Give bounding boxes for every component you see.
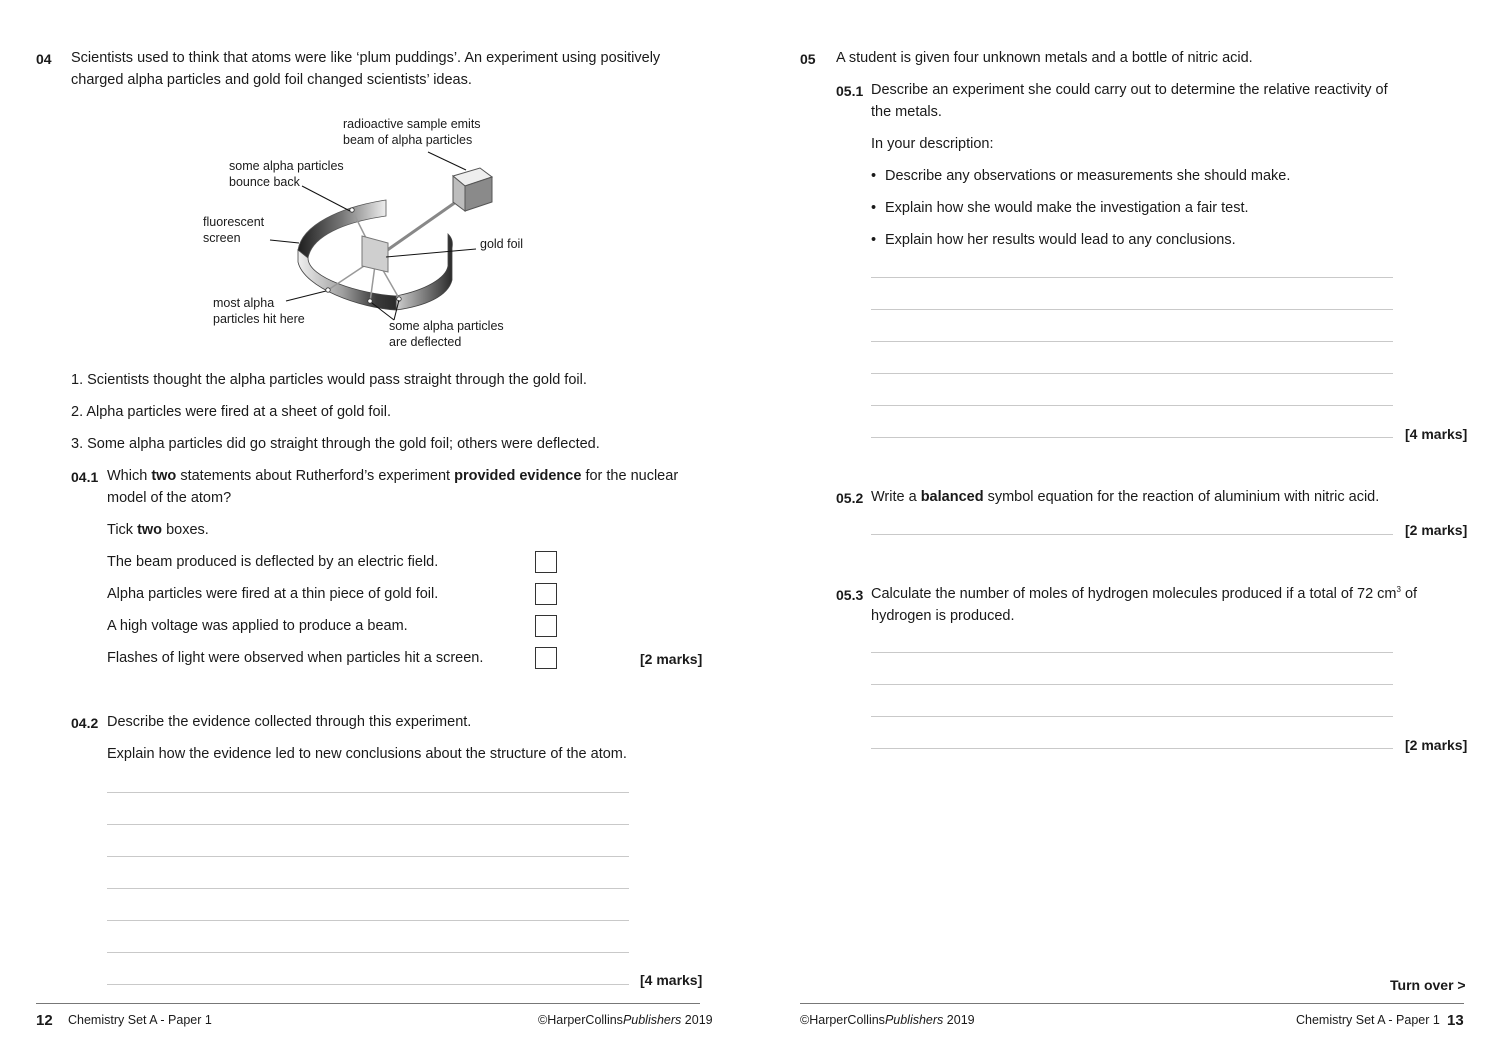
q052-line: Write a balanced symbol equation for the reaction of aluminium with nitric acid.: [871, 489, 1380, 505]
right-footer-title: Chemistry Set A - Paper 1: [1296, 1013, 1440, 1027]
question-number-05-1: 05.1: [836, 83, 864, 99]
q041-line-1: Which two statements about Rutherford’s experiment provided evidence for the nuclear: [107, 468, 679, 484]
q042-answer-line[interactable]: [107, 920, 629, 921]
q051-answer-line[interactable]: [871, 277, 1393, 278]
q042-answer-line[interactable]: [107, 792, 629, 793]
q053-answer-line[interactable]: [871, 748, 1393, 749]
diagram-label-fluorescent-screen: fluorescent screen: [203, 215, 265, 245]
q042-answer-line[interactable]: [107, 856, 629, 857]
q053-answer-line[interactable]: [871, 652, 1393, 653]
q042-answer-line[interactable]: [107, 984, 629, 985]
option-2-checkbox[interactable]: [535, 583, 557, 605]
q051-bullet-1: Describe any observations or measurements she should make.: [885, 168, 1291, 184]
q042-line-1: Describe the evidence collected through this experiment.: [107, 714, 472, 730]
option-2-label: Alpha particles were fired at a thin piece of gold foil.: [107, 586, 439, 602]
statement-3: 3. Some alpha particles did go straight through the gold foil; others were deflected.: [71, 436, 600, 452]
q053-answer-line[interactable]: [871, 684, 1393, 685]
statement-2: 2. Alpha particles were fired at a sheet of gold foil.: [71, 404, 391, 420]
q051-answer-line[interactable]: [871, 341, 1393, 342]
diagram-label-bounce-back: some alpha particles bounce back: [229, 159, 344, 189]
q051-description-heading: In your description:: [871, 136, 994, 152]
option-1-label: The beam produced is deflected by an electric field.: [107, 554, 439, 570]
q04-intro-line-1: Scientists used to think that atoms were like ‘plum puddings’. An experiment using positively: [71, 50, 661, 66]
q052-marks: [2 marks]: [1405, 522, 1468, 538]
diagram-label-most-particles: most alpha particles hit here: [213, 296, 305, 326]
leader-screen: [270, 240, 299, 243]
bullet-dot: •: [871, 168, 877, 184]
q051-answer-line[interactable]: [871, 405, 1393, 406]
impact-dot-1: [350, 208, 354, 212]
question-number-05-2: 05.2: [836, 490, 864, 506]
q053-answer-line[interactable]: [871, 716, 1393, 717]
radioactive-source-cube: [453, 168, 492, 211]
q051-answer-line[interactable]: [871, 309, 1393, 310]
screen-right-arc: [396, 234, 452, 310]
q051-answer-line[interactable]: [871, 437, 1393, 438]
q051-bullet-2: Explain how she would make the investigation a fair test.: [885, 200, 1249, 216]
diagram-label-gold-foil: gold foil: [480, 237, 524, 251]
q041-line-2: model of the atom?: [107, 490, 232, 506]
q052-answer-line[interactable]: [871, 534, 1393, 535]
impact-dot-3: [368, 299, 372, 303]
question-number-04-2: 04.2: [71, 715, 99, 731]
option-4-label: Flashes of light were observed when particles hit a screen.: [107, 650, 484, 666]
q051-bullet-3: Explain how her results would lead to any conclusions.: [885, 232, 1236, 248]
bullet-dot: •: [871, 232, 877, 248]
bullet-dot: •: [871, 200, 877, 216]
q042-answer-line[interactable]: [107, 888, 629, 889]
question-number-05-3: 05.3: [836, 587, 864, 603]
question-number-05: 05: [800, 51, 816, 67]
q053-line-1: Calculate the number of moles of hydrogen molecules produced if a total of 72 $cm^3$ of: [871, 585, 1418, 602]
q042-answer-line[interactable]: [107, 952, 629, 953]
left-footer-title: Chemistry Set A - Paper 1: [68, 1013, 212, 1027]
right-footer-rule: [800, 1003, 1464, 1004]
q053-marks: [2 marks]: [1405, 737, 1468, 753]
q042-answer-line[interactable]: [107, 824, 629, 825]
left-footer-copyright: ©HarperCollinsPublishers 2019: [538, 1013, 713, 1027]
q051-line-2: the metals.: [871, 104, 942, 120]
left-footer-rule: [36, 1003, 700, 1004]
leader-source: [428, 152, 466, 170]
impact-dot-2: [326, 288, 330, 292]
question-number-04: 04: [36, 51, 52, 67]
option-4-checkbox[interactable]: [535, 647, 557, 669]
leader-foil: [386, 249, 476, 257]
right-page-number: 13: [1447, 1012, 1464, 1029]
q04-intro-line-2: charged alpha particles and gold foil changed scientists’ ideas.: [71, 72, 472, 88]
q051-answer-line[interactable]: [871, 373, 1393, 374]
right-footer-copyright: ©HarperCollinsPublishers 2019: [800, 1013, 975, 1027]
diagram-label-source: radioactive sample emits beam of alpha particles: [343, 117, 481, 147]
q05-intro: A student is given four unknown metals and a bottle of nitric acid.: [836, 50, 1253, 66]
q041-marks: [2 marks]: [640, 651, 703, 667]
option-1-checkbox[interactable]: [535, 551, 557, 573]
q053-line-2: hydrogen is produced.: [871, 608, 1015, 624]
statement-1: 1. Scientists thought the alpha particles would pass straight through the gold foil.: [71, 372, 587, 388]
q041-tick-instruction: Tick two boxes.: [107, 522, 209, 538]
diagram-label-deflected: some alpha particles are deflected: [389, 319, 504, 349]
option-3-label: A high voltage was applied to produce a beam.: [107, 618, 408, 634]
question-number-04-1: 04.1: [71, 469, 99, 485]
q042-line-2: Explain how the evidence led to new conclusions about the structure of the atom.: [107, 746, 627, 762]
gold-foil-shape: [362, 236, 388, 272]
q051-line-1: Describe an experiment she could carry out to determine the relative reactivity of: [871, 82, 1388, 98]
q042-marks: [4 marks]: [640, 972, 703, 988]
left-page-number: 12: [36, 1012, 53, 1029]
q051-marks: [4 marks]: [1405, 426, 1468, 442]
turn-over: Turn over >: [1390, 977, 1466, 993]
option-3-checkbox[interactable]: [535, 615, 557, 637]
